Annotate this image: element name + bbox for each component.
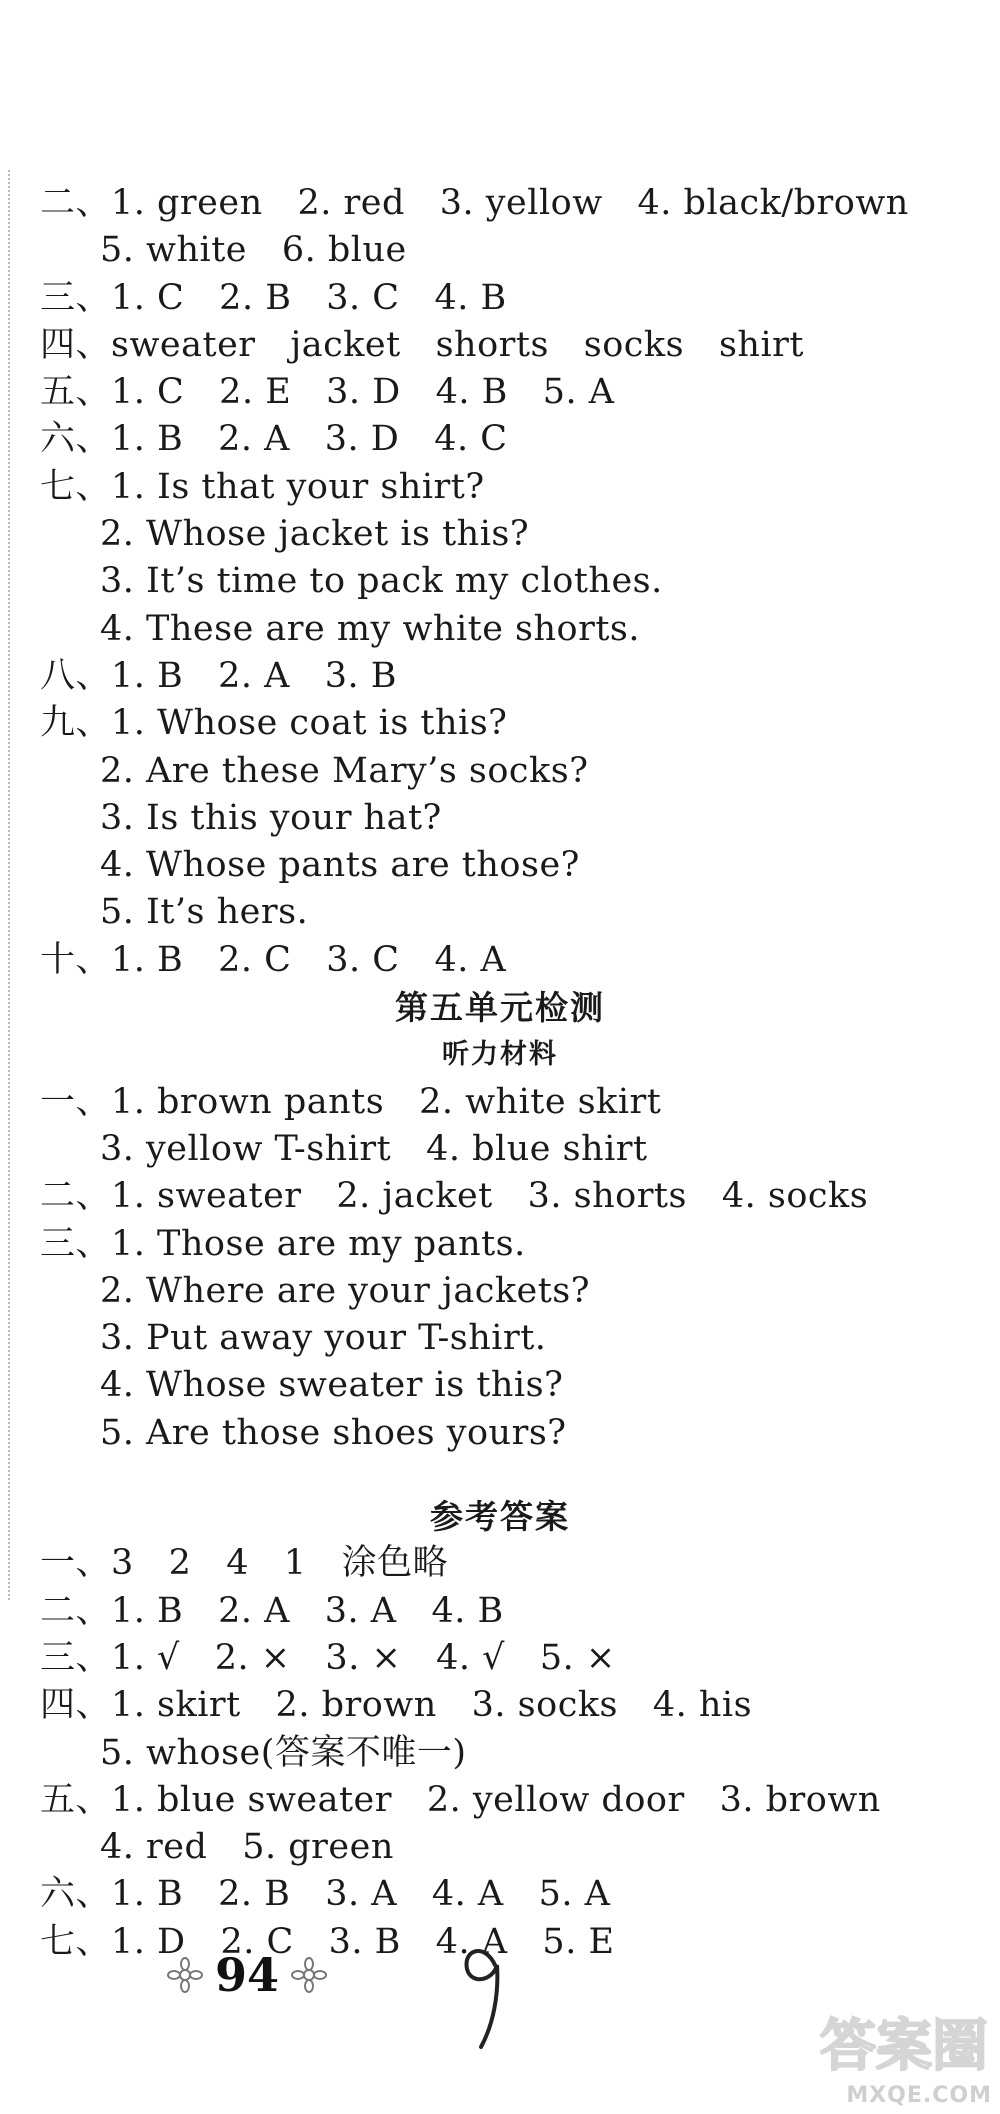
answer-line: 三、1. C 2. B 3. C 4. B: [40, 277, 507, 318]
answer-line: 四、sweater jacket shorts socks shirt: [40, 324, 804, 365]
page-number: 94: [215, 1948, 280, 2002]
answer-line: 5. white 6. blue: [100, 230, 407, 271]
answer-line: 4. These are my white shorts.: [100, 608, 640, 649]
section-heading: 参考答案: [430, 1497, 570, 1537]
answer-line: 十、1. B 2. C 3. C 4. A: [40, 939, 507, 980]
answer-line: 二、1. green 2. red 3. yellow 4. black/brown: [40, 183, 909, 223]
answer-line: 2. Whose jacket is this?: [100, 514, 530, 555]
answer-line: 二、1. sweater 2. jacket 3. shorts 4. socks: [40, 1176, 869, 1217]
answer-line: 3. Put away your T-shirt.: [100, 1318, 547, 1359]
answer-line: 3. Is this your hat?: [100, 797, 442, 838]
answer-line: 5. Are those shoes yours?: [100, 1412, 567, 1453]
answer-line: 一、1. brown pants 2. white skirt: [40, 1081, 662, 1122]
answer-line: 二、1. B 2. A 3. A 4. B: [40, 1590, 504, 1631]
answer-line: 4. Whose pants are those?: [100, 845, 580, 886]
answer-line: 七、1. Is that your shirt?: [40, 466, 485, 507]
answer-line: 3. It’s time to pack my clothes.: [100, 561, 663, 602]
page-footer: [165, 1935, 329, 2015]
answer-line: 4. red 5. green: [100, 1827, 394, 1868]
watermark-logo: 答案圈: [820, 2014, 988, 2079]
site-watermark: [762, 1998, 992, 2108]
answer-line: 3. yellow T-shirt 4. blue shirt: [100, 1128, 648, 1169]
answer-line: 三、1. Those are my pants.: [40, 1223, 526, 1264]
answer-line: 八、1. B 2. A 3. B: [40, 655, 398, 696]
answer-line: 三、1. √ 2. × 3. × 4. √ 5. ×: [40, 1637, 616, 1678]
answer-line: 四、1. skirt 2. brown 3. socks 4. his: [40, 1685, 753, 1726]
flower-ornament-icon: [289, 1955, 329, 1995]
section-subheading: 听力材料: [442, 1039, 558, 1071]
answer-line: 4. Whose sweater is this?: [100, 1365, 564, 1406]
flower-ornament-icon: [165, 1955, 205, 1995]
answer-line: 五、1. blue sweater 2. yellow door 3. brown: [40, 1779, 881, 1820]
answer-line: 5. It’s hers.: [100, 892, 309, 933]
answer-line: 六、1. B 2. A 3. D 4. C: [40, 419, 508, 460]
answer-line: 5. whose(答案不唯一): [100, 1732, 467, 1773]
answer-line: 一、3 2 4 1 涂色略: [40, 1543, 449, 1584]
answer-line: 六、1. B 2. B 3. A 4. A 5. A: [40, 1874, 611, 1915]
answer-line: 2. Where are your jackets?: [100, 1270, 591, 1311]
answer-line: 2. Are these Mary’s socks?: [100, 750, 589, 791]
answer-line: 七、1. D 2. C 3. B 4. A 5. E: [40, 1921, 615, 1962]
section-spacer: [40, 1457, 960, 1493]
answer-line: 五、1. C 2. E 3. D 4. B 5. A: [40, 372, 615, 413]
watermark-site: MXQE.COM: [846, 2083, 992, 2108]
handwritten-mark: [455, 1935, 515, 2055]
binding-dotted-line: [8, 170, 10, 1600]
section-heading: 第五单元检测: [395, 988, 605, 1028]
answer-content: [40, 180, 960, 1966]
answer-line: 九、1. Whose coat is this?: [40, 703, 508, 744]
